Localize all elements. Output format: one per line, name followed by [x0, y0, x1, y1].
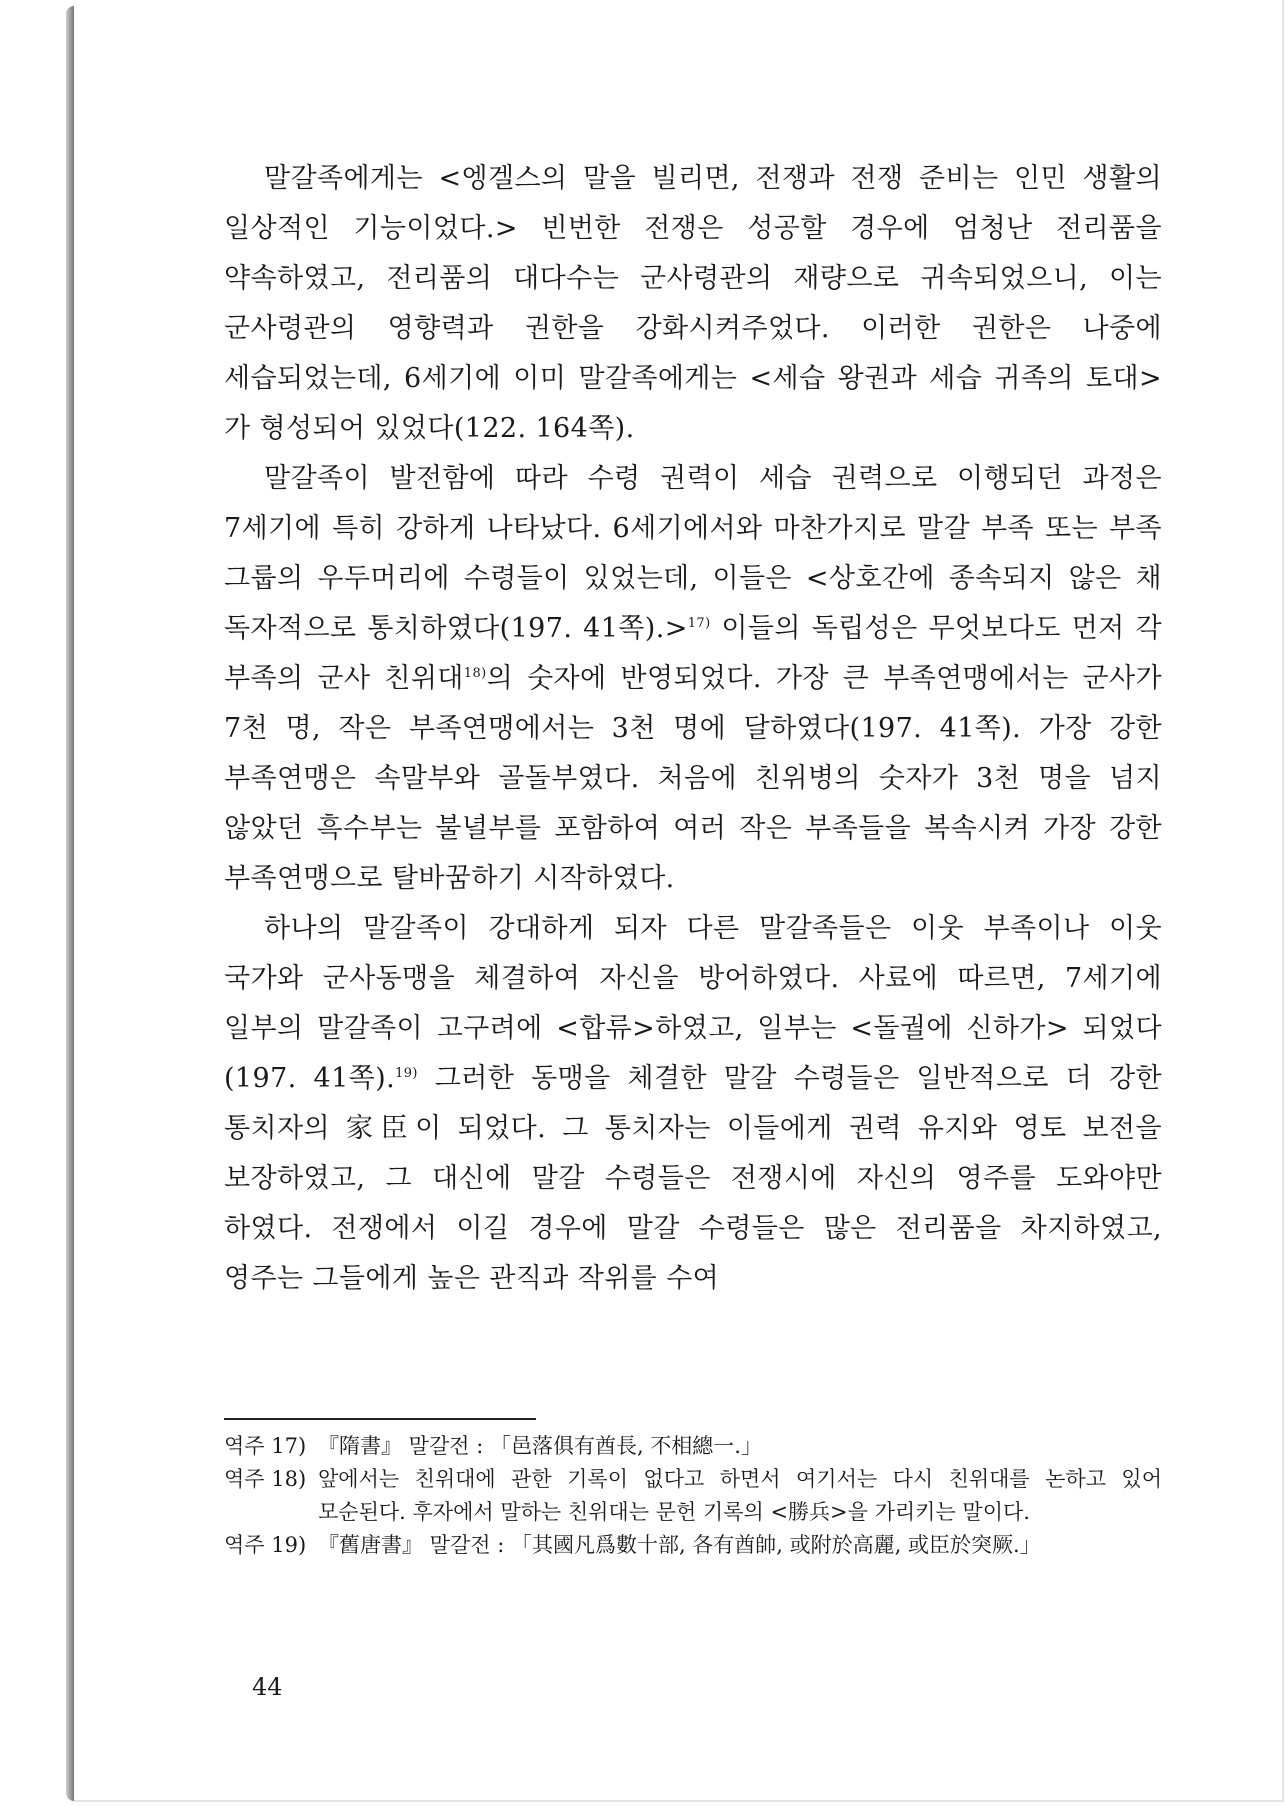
footnote-label: 역주 19) [224, 1533, 307, 1557]
footnote-17 [224, 1430, 1162, 1463]
footnote-rule [224, 1418, 536, 1420]
footnote-19 [224, 1529, 1162, 1562]
footnote-text: 앞에서는 친위대에 관한 기록이 없다고 하면서 여기서는 다시 친위대를 논하고 있어 모순된다. 후자에서 말하는 친위대는 문헌 기록의 <勝兵>을 가리키는 말이다. [318, 1467, 1162, 1524]
paragraph-3 [224, 904, 1162, 1304]
paragraph-2 [224, 454, 1162, 904]
footnote-ref-18: 18) [463, 666, 487, 681]
paragraph-3-text-a: 하나의 말갈족이 강대하게 되자 다른 말갈족들은 이웃 부족이나 이웃 국가와 군사동맹을 체결하여 자신을 방어하였다. 사료에 따르면, 7세기에 일부의 말갈족이 고구려에 <합류>하였고, 일부는 <돌궐에 신하가> 되었다(197. 41쪽). [224, 913, 1162, 1094]
footnote-ref-17: 17) [687, 616, 711, 631]
footnote-18 [224, 1463, 1162, 1529]
paragraph-3-text-b: 그러한 동맹을 체결한 말갈 수령들은 일반적으로 더 강한 통치자의 家臣이 되었다. 그 통치자는 이들에게 권력 유지와 영토 보전을 보장하였고, 그 대신에 말갈 수령들은 전쟁시에 자신의 영주를 도와야만 하였다. 전쟁에서 이길 경우에 말갈 수령들은 많은 전리품을 차지하였고, 영주는 그들에게 높은 관직과 작위를 수여 [224, 1063, 1162, 1294]
page-number: 44 [252, 1673, 283, 1701]
footnotes [224, 1430, 1162, 1562]
paragraph-2-text-b: 이들의 독립성은 무엇보다도 먼저 각 부족의 군사 친위대 [224, 613, 1162, 694]
footnote-text: 『隋書』 말갈전 : 「邑落俱有酋長, 不相總一.」 [318, 1434, 762, 1458]
footnote-ref-19: 19) [395, 1066, 418, 1081]
footnote-text: 『舊唐書』 말갈전 : 「其國凡爲數十部, 各有酋帥, 或附於高麗, 或臣於突厥.」 [318, 1533, 1041, 1557]
paragraph-2-text-a: 말갈족이 발전함에 따라 수령 권력이 세습 권력으로 이행되던 과정은 7세기에 특히 강하게 나타났다. 6세기에서와 마찬가지로 말갈 부족 또는 부족 그룹의 우두머리에 수령들이 있었는데, 이들은 <상호간에 종속되지 않은 채 독자적으로 통치하였다(197. 41쪽).> [224, 463, 1162, 644]
footnote-label: 역주 17) [224, 1434, 307, 1458]
body-text [224, 154, 1162, 1304]
paragraph-1-text: 말갈족에게는 <엥겔스의 말을 빌리면, 전쟁과 전쟁 준비는 인민 생활의 일상적인 기능이었다.> 빈번한 전쟁은 성공할 경우에 엄청난 전리품을 약속하였고, 전리품의 대다수는 군사령관의 재량으로 귀속되었으니, 이는 군사령관의 영향력과 권한을 강화시켜주었다. 이러한 권한은 나중에 세습되었는데, 6세기에 이미 말갈족에게는 <세습 왕권과 세습 귀족의 토대>가 형성되어 있었다(122. 164쪽). [224, 163, 1162, 444]
paragraph-1 [224, 154, 1162, 454]
paragraph-2-text-c: 의 숫자에 반영되었다. 가장 큰 부족연맹에서는 군사가 7천 명, 작은 부족연맹에서는 3천 명에 달하였다(197. 41쪽). 가장 강한 부족연맹은 속말부와 골돌부였다. 처음에 친위병의 숫자가 3천 명을 넘지 않았던 흑수부는 불녈부를 포함하여 여러 작은 부족들을 복속시켜 가장 강한 부족연맹으로 탈바꿈하기 시작하였다. [224, 663, 1162, 894]
footnote-label: 역주 18) [224, 1467, 307, 1491]
